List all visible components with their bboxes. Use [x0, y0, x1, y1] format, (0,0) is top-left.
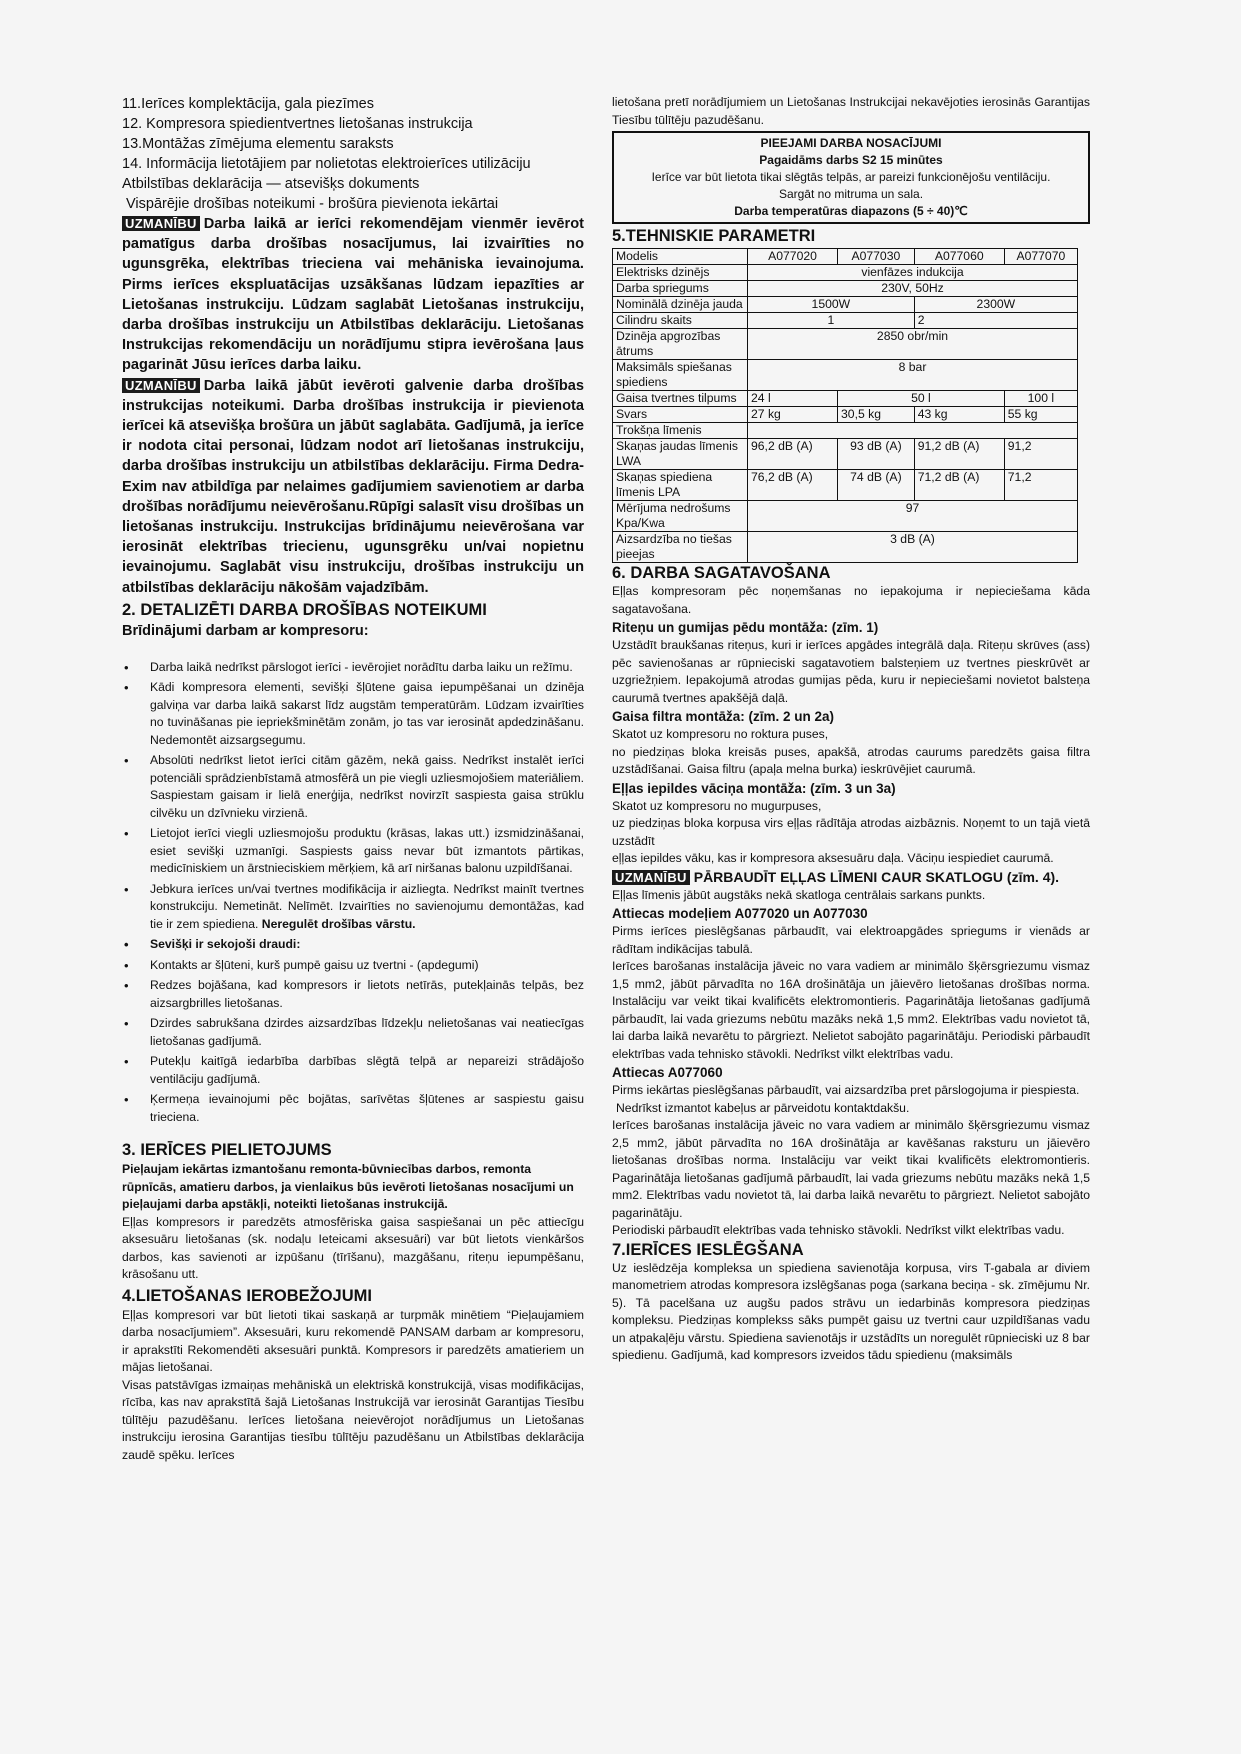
table-cell: 8 bar: [748, 360, 1078, 391]
conditions-line: Ierīce var būt lietota tikai slēgtās telpās, ar pareizi funkcionējošu ventilāciju.: [651, 170, 1051, 184]
table-row: [613, 407, 1078, 423]
table-cell: Darba spriegums: [613, 281, 748, 297]
table-row: [613, 470, 1078, 501]
table-cell: Aizsardzība no tiešas pieejas: [613, 532, 748, 563]
table-cell: 1: [748, 313, 915, 329]
table-cell: Skaņas spiediena līmenis LPA: [613, 470, 748, 501]
table-cell: 91,2 dB (A): [914, 439, 1004, 470]
section-3-title: 3. IERĪCES PIELIETOJUMS: [122, 1141, 332, 1160]
toc-item: 11.Ierīces komplektācija, gala piezīmes: [122, 96, 374, 112]
continued-text: lietošana pretī norādījumiem un Lietošanas Instrukcijai nekavējoties ierosinās Garantijas Tiesību tūlītēju pazudēšanu.: [612, 95, 1090, 127]
table-cell: A077060: [914, 249, 1004, 265]
table-cell: 2: [914, 313, 1077, 329]
list-item: • Dzirdes sabrukšana dzirdes aizsardzības līdzekļu nelietošanas vai neatiecīgas lietošanas gadījumā.: [150, 1015, 584, 1050]
table-cell: Mērījuma nedrošums Kpa/Kwa: [613, 501, 748, 532]
table-row: [613, 423, 1078, 439]
table-row: [613, 329, 1078, 360]
table-cell: 24 l: [748, 391, 838, 407]
toc-item: 13.Montāžas zīmējuma elementu saraksts: [122, 136, 394, 152]
models-1-text: Ierīces barošanas instalācija jāveic no vara vadiem ar minimālo šķērsgriezumu vismaz 1,5 mm2, jābūt pārvadīta no 16A drošinātāja un jāievēro lietošanas drošības norma. Instalāciju var veikt tikai kvalificēts elektromontieris. Pagarinātāja lietošanas gadījumā pārbaudīt, lai vada griezums nebūtu mazāks nekā 1,5 mm2. Elektrības vadu novietot tā, lai darba laikā nevarētu to pārgriezt. Nelietot sabojāto pagarinātāju. Periodiski pārbaudīt elektrības vada tehnisko stāvokli. Nedrīkst vilkt elektrības vadu.: [612, 959, 1090, 1061]
list-item: • Darba laikā nedrīkst pārslogot ierīci - ievērojiet norādītu darba laiku un režīmu.: [150, 659, 584, 677]
models-2-title: Attiecas A077060: [612, 1065, 723, 1080]
table-cell: 27 kg: [748, 407, 838, 423]
table-cell: A077070: [1004, 249, 1077, 265]
models-2-text: Nedrīkst izmantot kabeļus ar pārveidotu kontaktdakšu.: [616, 1100, 910, 1115]
models-1-text: Pirms ierīces pieslēgšanas pārbaudīt, vai elektroapgādes spriegums ir vienāds ar rādītam indikācijas tabulā.: [612, 924, 1090, 956]
warning-badge: UZMANĪBU: [612, 870, 690, 885]
table-cell: 50 l: [838, 391, 1005, 407]
oil-check-title: PĀRBAUDĪT EĻĻAS LĪMENI CAUR SKATLOGU (zīm. 4).: [693, 868, 1060, 885]
table-row: [613, 265, 1078, 281]
oil-check-warning: [612, 868, 1090, 887]
section-2-subtitle: Brīdinājumi darbam ar kompresoru:: [122, 622, 369, 639]
safety-bullet-list: [122, 659, 584, 1127]
models-2-text: Periodiski pārbaudīt elektrības vada tehnisko stāvokli. Nedrīkst vilkt elektrības vadu.: [612, 1223, 1065, 1237]
table-cell: 97: [748, 501, 1078, 532]
table-cell: Maksimāls spiešanas spiediens: [613, 360, 748, 391]
section-6-text: Eļļas kompresoram pēc noņemšanas no iepakojuma ir nepieciešama kāda sagatavošana.: [612, 584, 1090, 616]
table-cell: 2300W: [914, 297, 1077, 313]
table-cell: Cilindru skaits: [613, 313, 748, 329]
section-4-text-2: Visas patstāvīgas izmaiņas mehāniskā un elektriskā konstrukcijā, visas modifikācijas, rīcība, kas nav aprakstītā šajā Lietošanas Instrukcijā var ierosināt Garantijas Tiesību tūlītēju pazudēšanu. Ierīces lietošana neievērojot norādījumus un Lietošanas instrukciju ierosina Garantijas tiesību tūlītēju pazudēšanu un Atbilstības deklarācija zaudē spēku. Ierīces: [122, 1377, 584, 1462]
toc-item: 14. Informācija lietotājiem par nolietotas elektroierīces utilizāciju: [122, 156, 531, 172]
list-item: • Ķermeņa ievainojumi pēc bojātas, sarīvētas šļūtenes ar saspiestu gaisu trieciena.: [150, 1091, 584, 1126]
list-item-text: Jebkura ierīces un/vai tvertnes modifikācija ir aizliegta. Nedrīkst mainīt tvertnes konstrukciju. Nemetināt. Nelīmēt. Izvairīties no savienojumu demontāžas, kad tie ir zem spiediena.: [150, 881, 584, 931]
models-2-text: Pirms iekārtas pieslēgšanas pārbaudīt, vai aizsardzība pret pārslogojuma ir piespiesta.: [612, 1083, 1080, 1097]
table-cell: A077020: [748, 249, 838, 265]
table-cell: Modelis: [613, 249, 748, 265]
warning-text: Darba laikā jābūt ievēroti galvenie darba drošības instrukcijas noteikumi. Darba drošības instrukcija ir pievienota ierīcei kā atsevišķa brošūra un jābūt saglabāta. Gadījumā, ja ierīce ir nodota citai personai, lūdzam nodot arī lietošanas instrukciju, darba drošības instrukciju un atbilstības deklarāciju. Firma Dedra-Exim nav atbildīga par nelaimes gadījumiem savienotiem ar darba drošības norādījumu neievērošanu.Rūpīgi salasīt visu drošības un lietošanas instrukciju. Instrukcijas brīdinājumu neievērošana var ierosināt elektrības triecienu, ugunsgrēku un/vai nopietnu ievainojumu. Saglabāt visu instrukciju, drošības instrukciju un atbilstības deklarāciju nākošām vajadzībām.: [122, 377, 584, 596]
toc-item: Vispārējie drošības noteikumi - brošūra pievienota iekārtai: [126, 196, 499, 212]
table-cell: 96,2 dB (A): [748, 439, 838, 470]
table-cell: 91,2: [1004, 439, 1077, 470]
table-cell: 71,2 dB (A): [914, 470, 1004, 501]
oil-cap-text: uz piedziņas bloka korpusa virs eļļas rādītāja atrodas aizbāznis. Noņemt to un tajā vietā uzstādīt: [612, 816, 1090, 848]
right-column: [612, 94, 1090, 1365]
table-cell: Trokšņa līmenis: [613, 423, 748, 439]
section-5-title: 5.TEHNISKIE PARAMETRI: [612, 227, 816, 245]
list-item: • Lietojot ierīci viegli uzliesmojošu produktu (krāsas, lakas utt.) izsmidzināšanai, esiet sevišķi uzmanīgi. Saspiests gaiss nevar būt izmantots pārtikas, medicīniskiem un ārstnieciskiem mērķiem, kā arī niršanas balonu uzpildīšanai.: [150, 825, 584, 878]
table-row: [613, 532, 1078, 563]
table-cell: Nominālā dzinēja jauda: [613, 297, 748, 313]
warning-paragraph-1: [122, 214, 584, 376]
conditions-temperature: Darba temperatūras diapazons (5 ÷ 40)℃: [734, 204, 968, 218]
table-cell: 30,5 kg: [838, 407, 915, 423]
section-3-text: Eļļas kompresors ir paredzēts atmosfēriska gaisa saspiešanai un pēc attiecīgu aksesuāru lietošanas (sk. nodaļu Ieteicami aksesuāri) var būt lietots vienkāršos darbos, kas savienoti ar izpūšanu (tīrīšanu), mazgāšanu, riteņu iepumpēšanu, krāsošanu utt.: [122, 1214, 584, 1282]
toc-item: Atbilstības deklarācija — atsevišķs dokuments: [122, 176, 420, 192]
list-item-bold: Neregulēt drošības vārstu.: [261, 916, 416, 931]
operating-conditions-box: [612, 131, 1090, 224]
warning-paragraph-2: [122, 376, 584, 598]
section-4-text-1: Eļļas kompresori var būt lietoti tikai saskaņā ar turpmāk minētiem “Pieļaujamiem darba nosacījumiem”. Aksesuāri, kuru rekomendē PANSAM darbam ar kompresoru, ir aprakstīti Rekomendēti aksesuāri punktā. Kompresors ir paredzēts amatieriem un mājas lietošanai.: [122, 1307, 584, 1375]
section-6-title: 6. DARBA SAGATAVOŠANA: [612, 564, 831, 582]
section-4-title: 4.LIETOŠANAS IEROBEŽOJUMI: [122, 1286, 372, 1305]
table-cell: Svars: [613, 407, 748, 423]
table-cell: 71,2: [1004, 470, 1077, 501]
toc-item: 12. Kompresora spiedientvertnes lietošanas instrukcija: [122, 116, 473, 132]
table-cell: 43 kg: [914, 407, 1004, 423]
models-1-title: Attiecas modeļiem A077020 un A077030: [612, 906, 868, 921]
filter-title: Gaisa filtra montāža: (zīm. 2 un 2a): [612, 709, 835, 724]
oil-cap-title: Eļļas iepildes vāciņa montāža: (zīm. 3 un 3a): [612, 780, 896, 796]
table-row: [613, 360, 1078, 391]
table-cell: 230V, 50Hz: [748, 281, 1078, 297]
table-row: [613, 249, 1078, 265]
table-cell: Gaisa tvertnes tilpums: [613, 391, 748, 407]
oil-cap-text: eļļas iepildes vāku, kas ir kompresora aksesuāru daļa. Vāciņu iespiediet caurumā.: [612, 851, 1054, 865]
table-row: [613, 313, 1078, 329]
table-row: [613, 439, 1078, 470]
wheels-text: Uzstādīt braukšanas riteņus, kuri ir ierīces apgādes integrālā daļa. Riteņu skrūves (ass) pēc savienošanas ar rūpnieciski sagatavotiem balsteņiem uz tvertnes pieskrūvēt ar uzgriežņiem. Iepakojumā atrodas gumijas pēda, kuru ir nepieciešami novietot balsteņa caurumā tvertnes apakšējā daļā.: [612, 638, 1090, 705]
warning-text: Darba laikā ar ierīci rekomendējam vienmēr ievērot pamatīgus darba drošības nosacījumus, lai izvairīties no ugunsgrēka, elektrības trieciena vai mehāniska ievainojuma. Pirms ierīces ekspluatācijas uzsākšanas lūdzam iepazīties ar Lietošanas instrukciju. Lūdzam saglabāt Lietošanas instrukciju, darba drošības instrukciju un Atbilstības deklarāciju. Lietošanas Instrukcijas rekomendāciju un norādījumu stipra ievērošana ļaus pagarināt Jūsu ierīces darba laiku.: [122, 216, 584, 374]
table-row: [613, 297, 1078, 313]
list-item: • Kontakts ar šļūteni, kurš pumpē gaisu uz tvertni - (apdegumi): [150, 957, 584, 975]
table-cell: A077030: [838, 249, 915, 265]
oil-cap-text: Skatot uz kompresoru no mugurpuses,: [612, 798, 822, 813]
table-cell: Dzinēja apgrozības ātrums: [613, 329, 748, 360]
list-item: • Kādi kompresora elementi, sevišķi šļūtene gaisa iepumpēšanai un dzinēja galviņa var darba laikā sakarst līdz augstām temperatūrām. Lūdzam izvairīties no tuvināšanas pie iepriekšminētām zonām, jo tas var ierosināt apdedzināšanu. Nedemontēt aizsargsegumu.: [150, 679, 584, 749]
table-cell: 76,2 dB (A): [748, 470, 838, 501]
warning-badge: UZMANĪBU: [122, 378, 200, 393]
warning-badge: UZMANĪBU: [122, 216, 200, 231]
wheels-title: Riteņu un gumijas pēdu montāža: (zīm. 1): [612, 620, 879, 635]
models-2-text: Ierīces barošanas instalācija jāveic no vara vadiem ar minimālo šķērsgriezumu vismaz 2,5 mm2, jābūt pārvadīta no 16A drošinātāja ar kavēšanas raksturu un jāievēro lietošanas drošības norma. Instalāciju var veikt tikai kvalificēts elektromontieris. Pagarinātāja lietošanas gadījumā pārbaudīt, lai vada griezums nebūtu mazāks nekā 1,5 mm2. Elektrības vadu novietot tā, lai darba laikā nevarētu to pārgriezt. Nelietot sabojāto pagarinātāju.: [612, 1118, 1090, 1220]
section-7-title: 7.IERĪCES IESLĒGŠANA: [612, 1240, 804, 1259]
section-2-title: 2. DETALIZĒTI DARBA DROŠĪBAS NOTEIKUMI: [122, 600, 487, 619]
conditions-line: Sargāt no mitruma un sala.: [778, 187, 924, 201]
section-7-text: Uz ieslēdzēja kompleksa un spiediena savienotāja korpusa, virs T-gabala ar diviem manometriem atrodas kompresora izslēgšanas poga (sarkana beciņa - sk. zīmējumu Nr. 5). Tā pacelšana uz augšu pados strāvu un iedarbinās kompresora piedziņas kompleksu. Piedziņas komplekss sāks pumpēt gaisu uz tvertni caur uzpildīšanas vadu un atpakaļēju vārstu. Spiediena savienotājs ir uzstādīts un noregulēt rūpnieciski uz 8 bar spiedienu. Gadījumā, kad kompresors izveidos tādu spiedienu (maksimāls: [612, 1260, 1090, 1362]
table-cell: [748, 423, 1078, 439]
table-cell: 3 dB (A): [748, 532, 1078, 563]
list-item: • Redzes bojāšana, kad kompresors ir lietots netīrās, putekļainās telpās, bez aizsargbrilles lietošanas.: [150, 977, 584, 1012]
table-cell: 100 l: [1004, 391, 1077, 407]
table-cell: vienfāzes indukcija: [748, 265, 1078, 281]
table-row: [613, 391, 1078, 407]
filter-text: Skatot uz kompresoru no roktura puses,: [612, 727, 829, 741]
list-item: • Absolūti nedrīkst lietot ierīci citām gāzēm, nekā gaiss. Nedrīkst instalēt ierīci potenciāli sprādzienbīstamā atmosfērā un pie viegli uzliesmojošiem materiāliem. Saspiestam gaisam ir lielā enerģija, nedrīkst novirzīt saspiesta gaisa strūklu cilvēku un dzīvnieku virzienā.: [150, 752, 584, 822]
table-row: [613, 281, 1078, 297]
table-cell: 93 dB (A): [838, 439, 915, 470]
filter-text: no piedziņas bloka kreisās puses, apakšā, atrodas caurums paredzēts gaisa filtra uzstādīšanai. Gaisa filtru (apaļa melna burka) ieskrūvējiet caurumā.: [612, 744, 1090, 776]
left-column: [122, 94, 584, 1464]
technical-parameters-table: [612, 248, 1078, 563]
list-item: [150, 881, 584, 934]
conditions-title: PIEEJAMI DARBA NOSACĪJUMI: [760, 136, 942, 150]
table-row: [613, 501, 1078, 532]
table-cell: 55 kg: [1004, 407, 1077, 423]
section-3-bold-text: Pieļaujam iekārtas izmantošanu remonta-būvniecības darbos, remonta rūpnīcās, amatieru darbos, ja vienlaikus būs ievēroti lietošanas nosacījumi un pieļaujami darba apstākļi, noteikti lietošanas instrukcijā.: [122, 1162, 574, 1212]
list-item: • Putekļu kaitīgā iedarbība darbības slēgtā telpā ar nepareizi strādājošo ventilāciju gadījumā.: [150, 1053, 584, 1088]
oil-check-text: Eļļas līmenis jābūt augstāks nekā skatloga centrālais sarkans punkts.: [612, 887, 986, 902]
table-cell: Skaņas jaudas līmenis LWA: [613, 439, 748, 470]
conditions-mode: Pagaidāms darbs S2 15 minūtes: [759, 153, 943, 167]
table-cell: 1500W: [748, 297, 915, 313]
table-cell: Elektrisks dzinējs: [613, 265, 748, 281]
list-item: • Sevišķi ir sekojoši draudi:: [150, 936, 584, 954]
table-cell: 2850 obr/min: [748, 329, 1078, 360]
table-cell: 74 dB (A): [838, 470, 915, 501]
